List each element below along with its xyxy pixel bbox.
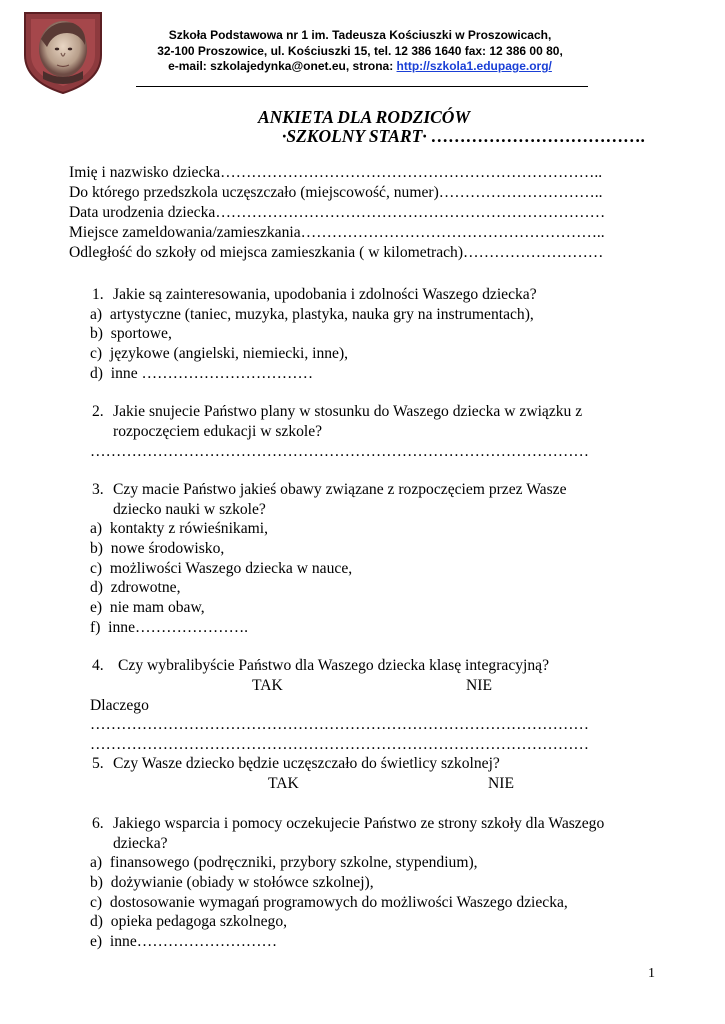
- question-4-why-label: Dlaczego: [90, 697, 149, 714]
- question-2-text-line2: rozpoczęciem edukacji w szkole?: [113, 423, 323, 440]
- question-6-text-line1: Jakiego wsparcia i pomocy oczekujecie Państwo ze strony szkoły dla Waszego: [113, 815, 605, 832]
- header-email-text: e-mail: szkolajedynka@onet.eu, strona:: [168, 59, 397, 73]
- question-6-option-c[interactable]: c) dostosowanie wymagań programowych do możliwości Waszego dziecka,: [90, 894, 568, 911]
- question-4-answer-line-2[interactable]: ……………………………………………………………………………………: [90, 736, 589, 753]
- question-6-number: 6.: [92, 815, 104, 832]
- school-logo: [21, 9, 105, 95]
- question-5-number: 5.: [92, 755, 104, 772]
- question-2-answer-line[interactable]: ……………………………………………………………………………………: [90, 443, 589, 460]
- website-link[interactable]: http://szkola1.edupage.org/: [396, 59, 552, 73]
- question-3-option-c[interactable]: c) możliwości Waszego dziecka w nauce,: [90, 560, 353, 577]
- question-3-option-d[interactable]: d) zdrowotne,: [90, 579, 181, 596]
- question-4-answer-line-1[interactable]: ……………………………………………………………………………………: [90, 716, 589, 733]
- question-3-number: 3.: [92, 481, 104, 498]
- question-1-option-c[interactable]: c) językowe (angielski, niemiecki, inne),: [90, 345, 349, 362]
- question-3-option-b[interactable]: b) nowe środowisko,: [90, 540, 225, 557]
- field-birth-date[interactable]: Data urodzenia dziecka…………………………………………………………………: [69, 204, 606, 221]
- question-1-option-d[interactable]: d) inne ……………………………: [90, 365, 314, 382]
- question-2-text-line1: Jakie snujecie Państwo plany w stosunku do Waszego dziecka w związku z: [113, 403, 583, 420]
- field-child-name[interactable]: Imię i nazwisko dziecka………………………………………………………………..: [69, 164, 603, 181]
- question-3-text-line2: dziecko nauki w szkole?: [113, 501, 266, 518]
- page-subtitle: ·SZKOLNY START· ……………………………….: [282, 126, 646, 146]
- question-3-text-line1: Czy macie Państwo jakieś obawy związane z rozpoczęciem przez Wasze: [113, 481, 567, 498]
- question-1-option-a[interactable]: a) artystyczne (taniec, muzyka, plastyka, nauka gry na instrumentach),: [90, 306, 534, 323]
- question-3-option-e[interactable]: e) nie mam obaw,: [90, 599, 205, 616]
- question-1-option-b[interactable]: b) sportowe,: [90, 325, 172, 342]
- question-5-yes[interactable]: TAK: [268, 775, 299, 792]
- question-4-no[interactable]: NIE: [466, 677, 492, 694]
- page-title: ANKIETA DLA RODZICÓW: [258, 107, 470, 127]
- header-line-3: [120, 59, 600, 75]
- question-1-number: 1.: [92, 286, 104, 303]
- question-6-option-a[interactable]: a) finansowego (podręczniki, przybory szkolne, stypendium),: [90, 854, 478, 871]
- field-address[interactable]: Miejsce zameldowania/zamieszkania…………………………………………………..: [69, 224, 605, 241]
- school-header: [120, 28, 600, 75]
- question-5-text: Czy Wasze dziecko będzie uczęszczało do świetlicy szkolnej?: [113, 755, 500, 772]
- question-1-text: Jakie są zainteresowania, upodobania i zdolności Waszego dziecka?: [113, 286, 537, 303]
- question-3-option-f[interactable]: f) inne………………….: [90, 619, 249, 636]
- header-line-1: Szkoła Podstawowa nr 1 im. Tadeusza Kościuszki w Proszowicach,: [168, 28, 552, 42]
- header-divider: [136, 86, 588, 87]
- question-6-option-d[interactable]: d) opieka pedagoga szkolnego,: [90, 913, 288, 930]
- question-4-number: 4.: [92, 657, 104, 674]
- question-6-option-e[interactable]: e) inne………………………: [90, 933, 278, 950]
- question-3-option-a[interactable]: a) kontakty z rówieśnikami,: [90, 520, 268, 537]
- question-6-text-line2: dziecka?: [113, 835, 168, 852]
- page-number: 1: [648, 966, 655, 981]
- question-2-number: 2.: [92, 403, 104, 420]
- question-6-option-b[interactable]: b) dożywianie (obiady w stołówce szkolnej),: [90, 874, 374, 891]
- question-5-no[interactable]: NIE: [488, 775, 514, 792]
- question-4-text: Czy wybralibyście Państwo dla Waszego dziecka klasę integracyjną?: [118, 657, 550, 674]
- field-distance[interactable]: Odległość do szkoły od miejsca zamieszkania ( w kilometrach)………………………: [69, 244, 604, 261]
- field-preschool[interactable]: Do którego przedszkola uczęszczało (miejscowość, numer)…………………………..: [69, 184, 603, 201]
- question-4-yes[interactable]: TAK: [252, 677, 283, 694]
- header-line-2: 32-100 Proszowice, ul. Kościuszki 15, tel. 12 386 1640 fax: 12 386 00 80,: [157, 43, 563, 58]
